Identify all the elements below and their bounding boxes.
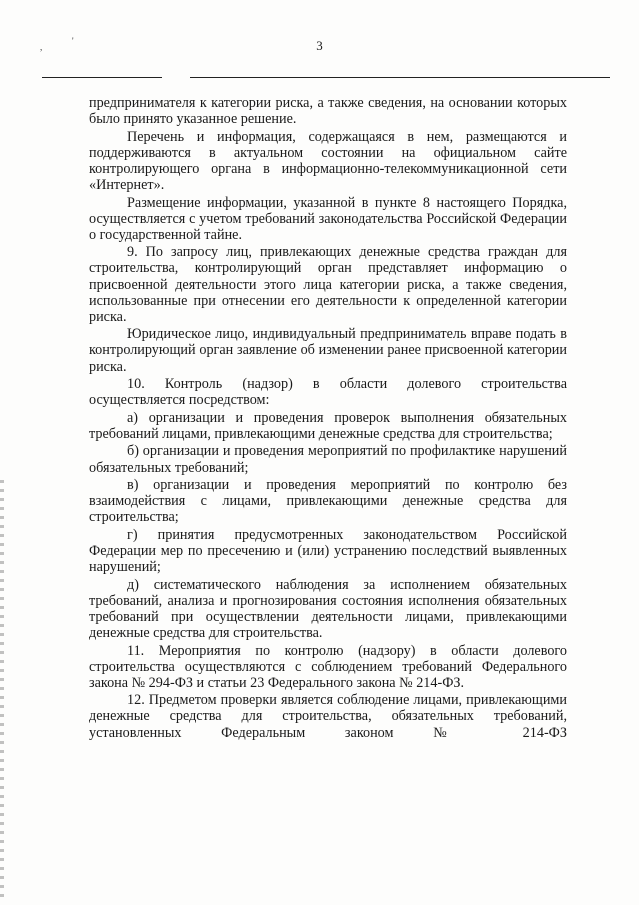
paragraph: 11. Мероприятия по контролю (надзору) в области долевого строительства осуществляются с соблюдением требований Федерального закона № 294-ФЗ и статьи 23 Федерального закона № 214-ФЗ. xyxy=(89,642,567,691)
scan-mark: , xyxy=(40,42,43,52)
paragraph: в) организации и проведения мероприятий по контролю без взаимодействия с лицами, привлекающими денежные средства для строительства; xyxy=(89,477,567,526)
paragraph: 12. Предметом проверки является соблюдение лицами, привлекающими денежные средства для строительства, обязательных требований, установленных Федеральным законом № 214-ФЗ xyxy=(89,692,567,741)
paragraph: Перечень и информация, содержащаяся в нем, размещаются и поддерживаются в актуальном состоянии на официальном сайте контролирующего органа в информационно-телекоммуникационной сети «Интернет». xyxy=(89,128,567,193)
scan-mark: ' xyxy=(72,36,74,46)
paragraph: Юридическое лицо, индивидуальный предприниматель вправе подать в контролирующий орган заявление об изменении ранее присвоенной категории риска. xyxy=(89,326,567,375)
paragraph: г) принятия предусмотренных законодательством Российской Федерации мер по пресечению и (или) устранению последствий выявленных нарушений; xyxy=(89,526,567,576)
document-body xyxy=(89,95,567,742)
binding-edge xyxy=(0,480,4,900)
page-number: 3 xyxy=(316,38,323,53)
paragraph: б) организации и проведения мероприятий по профилактике нарушений обязательных требований; xyxy=(89,443,567,476)
paragraph: 10. Контроль (надзор) в области долевого строительства осуществляется посредством: xyxy=(89,376,567,409)
paragraph: предпринимателя к категории риска, а также сведения, на основании которых было принято указанное решение. xyxy=(89,95,567,128)
paragraph: 9. По запросу лиц, привлекающих денежные средства граждан для строительства, контролирующий орган представляет информацию о присвоенной деятельности этого лица категории риска, а также сведения, использованные при отнесении его деятельности к определенной категории риска. xyxy=(89,244,567,325)
header-rule-right xyxy=(190,77,610,78)
paragraph: д) систематического наблюдения за исполнением обязательных требований, анализа и прогнозирования состояния исполнения обязательных требований при осуществлении деятельности лицами, привлекающими денежные средства для строительства. xyxy=(89,576,567,641)
header-rule-left xyxy=(42,77,162,78)
paragraph: Размещение информации, указанной в пункте 8 настоящего Порядка, осуществляется с учетом требований законодательства Российской Федерации о государственной тайне. xyxy=(89,194,567,243)
paragraph: а) организации и проведения проверок выполнения обязательных требований лицами, привлекающими денежные средства для строительства; xyxy=(89,409,567,442)
